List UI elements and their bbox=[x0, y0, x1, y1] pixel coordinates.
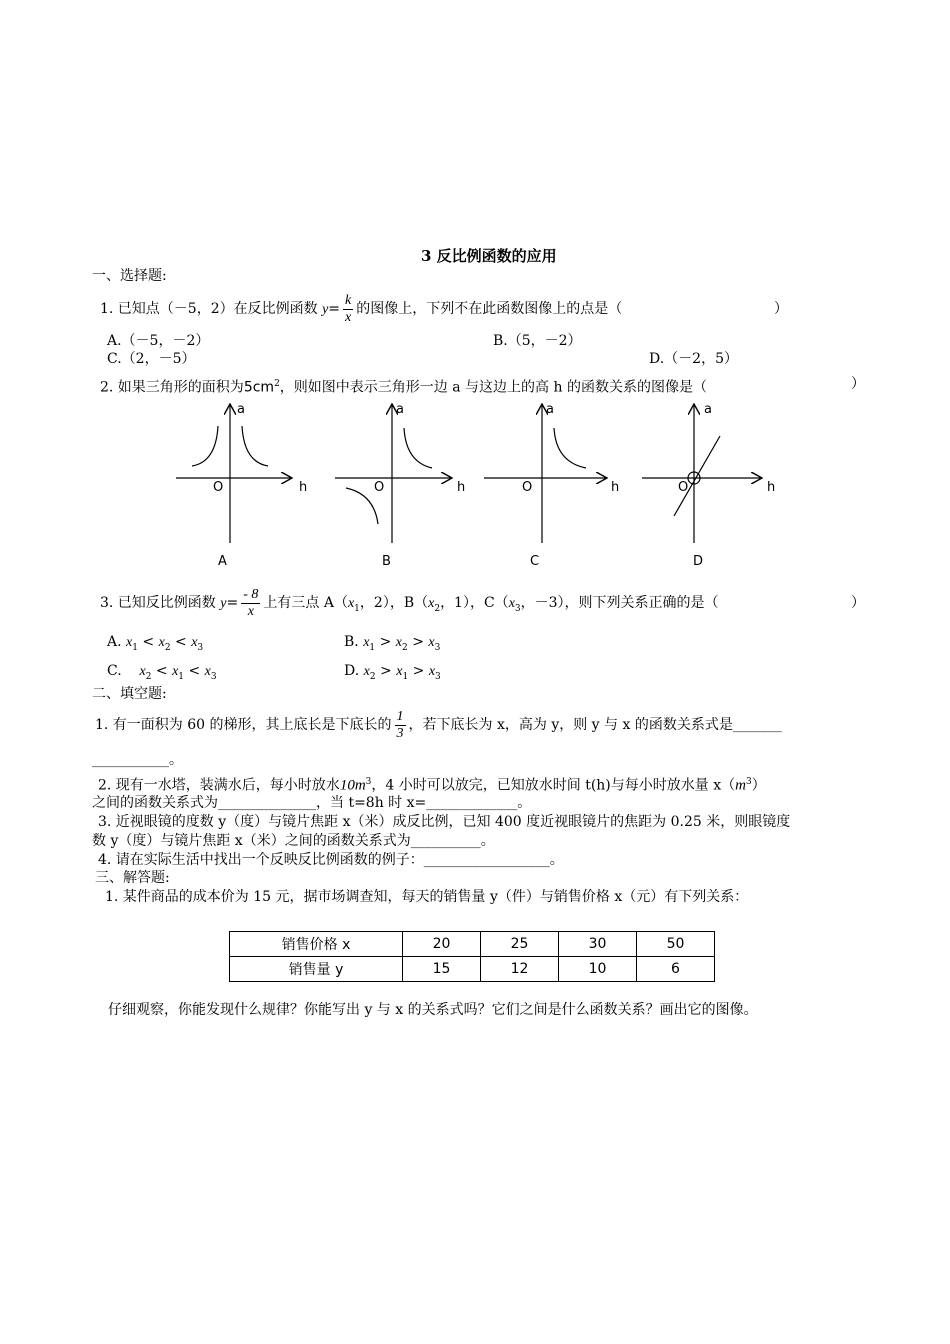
fill-question-3: 3. 近视眼镜的度数 y（度）与镜片焦距 x（米）成反比例，已知 400 度近视眼镜片的焦距为 0.25 米，则眼镜度 bbox=[98, 814, 791, 830]
q3-x2: x bbox=[428, 596, 435, 611]
graph-c-axis-a-label: a bbox=[546, 402, 554, 417]
graph-c-origin: O bbox=[522, 480, 533, 495]
q2-graphs bbox=[170, 398, 810, 573]
graph-a-curve-left bbox=[192, 426, 218, 466]
table-row-quantity bbox=[230, 957, 715, 982]
f2-text: 2. 现有一水塔，装满水后，每小时放水 bbox=[98, 777, 340, 794]
q3-fraction-den: x bbox=[247, 603, 254, 619]
q2-area: 5cm bbox=[243, 379, 275, 396]
question-2 bbox=[100, 375, 707, 397]
q1-fraction-num: k bbox=[345, 292, 352, 308]
table-cell: 10 bbox=[559, 957, 637, 982]
table-row-price bbox=[230, 932, 715, 957]
q3-option-d: D. $x_2 > x_1 > x_3$ bbox=[344, 663, 441, 682]
q1-fraction bbox=[343, 293, 353, 326]
q3-option-a-label: A. bbox=[107, 634, 122, 650]
q3-mid2: ，2），B（ bbox=[359, 595, 429, 611]
q3-func-y: y bbox=[220, 596, 227, 611]
f2-unit2-sup: 3 bbox=[745, 777, 752, 787]
q1-text: 1. 已知点（－5，2）在反比例函数 bbox=[100, 301, 318, 317]
sales-table bbox=[229, 931, 715, 982]
graph-d bbox=[642, 404, 762, 543]
q3-mid3: ，1），C（ bbox=[440, 595, 509, 611]
section-heading-fill: 二、填空题: bbox=[92, 686, 167, 702]
table-cell: 20 bbox=[403, 932, 481, 957]
f1-text-line2: ___________。 bbox=[92, 752, 183, 768]
graph-d-line bbox=[674, 436, 720, 516]
f1-fraction bbox=[395, 709, 406, 742]
q1-option-c: C.（2，－5） bbox=[107, 351, 196, 367]
q3-text-post: ，－3），则下列关系正确的是（ bbox=[520, 595, 719, 611]
f3-text-line2: 数 y（度）与镜片焦距 x（米）之间的函数关系式为__________。 bbox=[92, 833, 495, 849]
graph-b-label: B bbox=[382, 554, 391, 569]
graph-b bbox=[335, 404, 452, 543]
page-title: 3 反比例函数的应用 bbox=[421, 247, 557, 265]
q3-option-c-label: C. bbox=[107, 663, 122, 679]
q3-fraction-num: - 8 bbox=[243, 586, 259, 602]
q1-option-a: A.（－5，－2） bbox=[107, 333, 210, 349]
q3-option-b: B. $x_1 > x_2 > x_3$ bbox=[344, 634, 441, 653]
f2-unit2: m bbox=[735, 777, 746, 794]
table-cell: 30 bbox=[559, 932, 637, 957]
f2-volume: 10 bbox=[339, 777, 355, 794]
q2-text: 2. 如果三角形的面积为 bbox=[100, 379, 244, 396]
question-1 bbox=[100, 292, 622, 327]
graph-a-axis-a-label: a bbox=[237, 402, 245, 417]
graph-b-curve-right bbox=[404, 428, 432, 468]
f1-text-post: ，若下底长为 x，高为 y，则 y 与 x 的函数关系式是_______ bbox=[408, 717, 782, 733]
fill-question-1 bbox=[95, 706, 782, 744]
q2-area-sup: 2 bbox=[274, 379, 280, 389]
q3-text: 3. 已知反比例函数 bbox=[100, 595, 216, 611]
graph-a-label: A bbox=[218, 554, 227, 569]
graph-d-label: D bbox=[693, 554, 704, 569]
f1-fraction-den: 3 bbox=[396, 725, 404, 741]
f2-unit-sup: 3 bbox=[365, 777, 372, 787]
f2-text-mid: ，4 小时可以放完，已知放水时间 t(h)与每小时放水量 x（ bbox=[371, 777, 736, 794]
graph-c-label: C bbox=[530, 554, 540, 569]
table-header-quantity: 销售量 y bbox=[230, 957, 403, 982]
graph-b-axis-h-label: h bbox=[457, 480, 466, 495]
q3-mid1: 上有三点 A（ bbox=[263, 595, 348, 611]
graph-b-origin: O bbox=[374, 480, 385, 495]
graph-a-origin: O bbox=[213, 480, 224, 495]
solve-question-1: 1. 某件商品的成本价为 15 元，据市场调查知，每天的销售量 y（件）与销售价格 x（元）有下列关系： bbox=[105, 889, 749, 905]
fill-question-4: 4. 请在实际生活中找出一个反映反比例函数的例子：__________________。 bbox=[98, 852, 564, 868]
q3-option-c: C. $x_2 < x_1 < x_3$ bbox=[107, 663, 217, 682]
q3-x3: x bbox=[508, 596, 515, 611]
graph-c-axis-h-label: h bbox=[611, 480, 620, 495]
q1-text-post: 的图像上，下列不在此函数图像上的点是（ bbox=[356, 301, 623, 317]
fill-question-2 bbox=[98, 773, 766, 795]
graph-a bbox=[176, 404, 292, 543]
table-header-price: 销售价格 x bbox=[230, 932, 403, 957]
q2-answer-bracket: ） bbox=[851, 376, 865, 392]
graph-c-curve bbox=[554, 428, 586, 468]
q3-x1: x bbox=[347, 596, 355, 611]
table-cell: 50 bbox=[637, 932, 715, 957]
q1-option-b: B.（5，－2） bbox=[493, 333, 582, 349]
graph-c bbox=[484, 404, 607, 543]
graph-d-axis-a-label: a bbox=[704, 402, 712, 417]
table-cell: 12 bbox=[481, 957, 559, 982]
f2-close: ） bbox=[751, 777, 766, 794]
f2-text-line2: 之间的函数关系式为______________，当 t=8h 时 x=_____________。 bbox=[92, 795, 532, 811]
graph-a-curve-right bbox=[242, 426, 268, 466]
graph-d-origin: O bbox=[678, 480, 689, 495]
q1-func-y: y bbox=[322, 302, 329, 317]
q3-x3-sub: 3 bbox=[514, 603, 521, 614]
graph-b-axis-a-label: a bbox=[396, 402, 404, 417]
solve-question-1-prompt: 仔细观察，你能发现什么规律？你能写出 y 与 x 的关系式吗？它们之间是什么函数关系？画出它的图像。 bbox=[108, 1002, 758, 1018]
q1-fraction-den: x bbox=[345, 309, 352, 325]
q2-text-post: ，则如图中表示三角形一边 a 与这边上的高 h 的函数关系的图像是（ bbox=[279, 379, 707, 396]
section-heading-choice: 一、选择题: bbox=[92, 268, 167, 284]
q3-option-d-label: D. bbox=[344, 663, 360, 679]
f1-text: 1. 有一面积为 60 的梯形，其上底长是下底长的 bbox=[95, 717, 392, 733]
graph-d-axis-h-label: h bbox=[767, 480, 776, 495]
q1-answer-bracket: ） bbox=[774, 301, 788, 317]
q1-eq: = bbox=[328, 301, 341, 317]
q3-x2-sub: 2 bbox=[434, 603, 441, 614]
q3-answer-bracket: ） bbox=[851, 595, 865, 611]
graph-a-axis-h-label: h bbox=[299, 480, 308, 495]
q3-option-a: A. $x_1 < x_2 < x_3$ bbox=[107, 634, 204, 653]
table-cell: 6 bbox=[637, 957, 715, 982]
f2-unit: m bbox=[354, 777, 366, 794]
q1-option-d: D.（－2，5） bbox=[649, 351, 738, 367]
question-3 bbox=[100, 585, 719, 627]
q3-option-b-label: B. bbox=[344, 634, 359, 650]
f1-fraction-num: 1 bbox=[396, 708, 404, 724]
table-cell: 15 bbox=[403, 957, 481, 982]
q3-x1-sub: 1 bbox=[354, 603, 360, 614]
section-heading-solve: 三、解答题: bbox=[95, 870, 170, 886]
q3-eq: = bbox=[226, 595, 239, 611]
table-cell: 25 bbox=[481, 932, 559, 957]
q3-fraction bbox=[241, 587, 260, 620]
